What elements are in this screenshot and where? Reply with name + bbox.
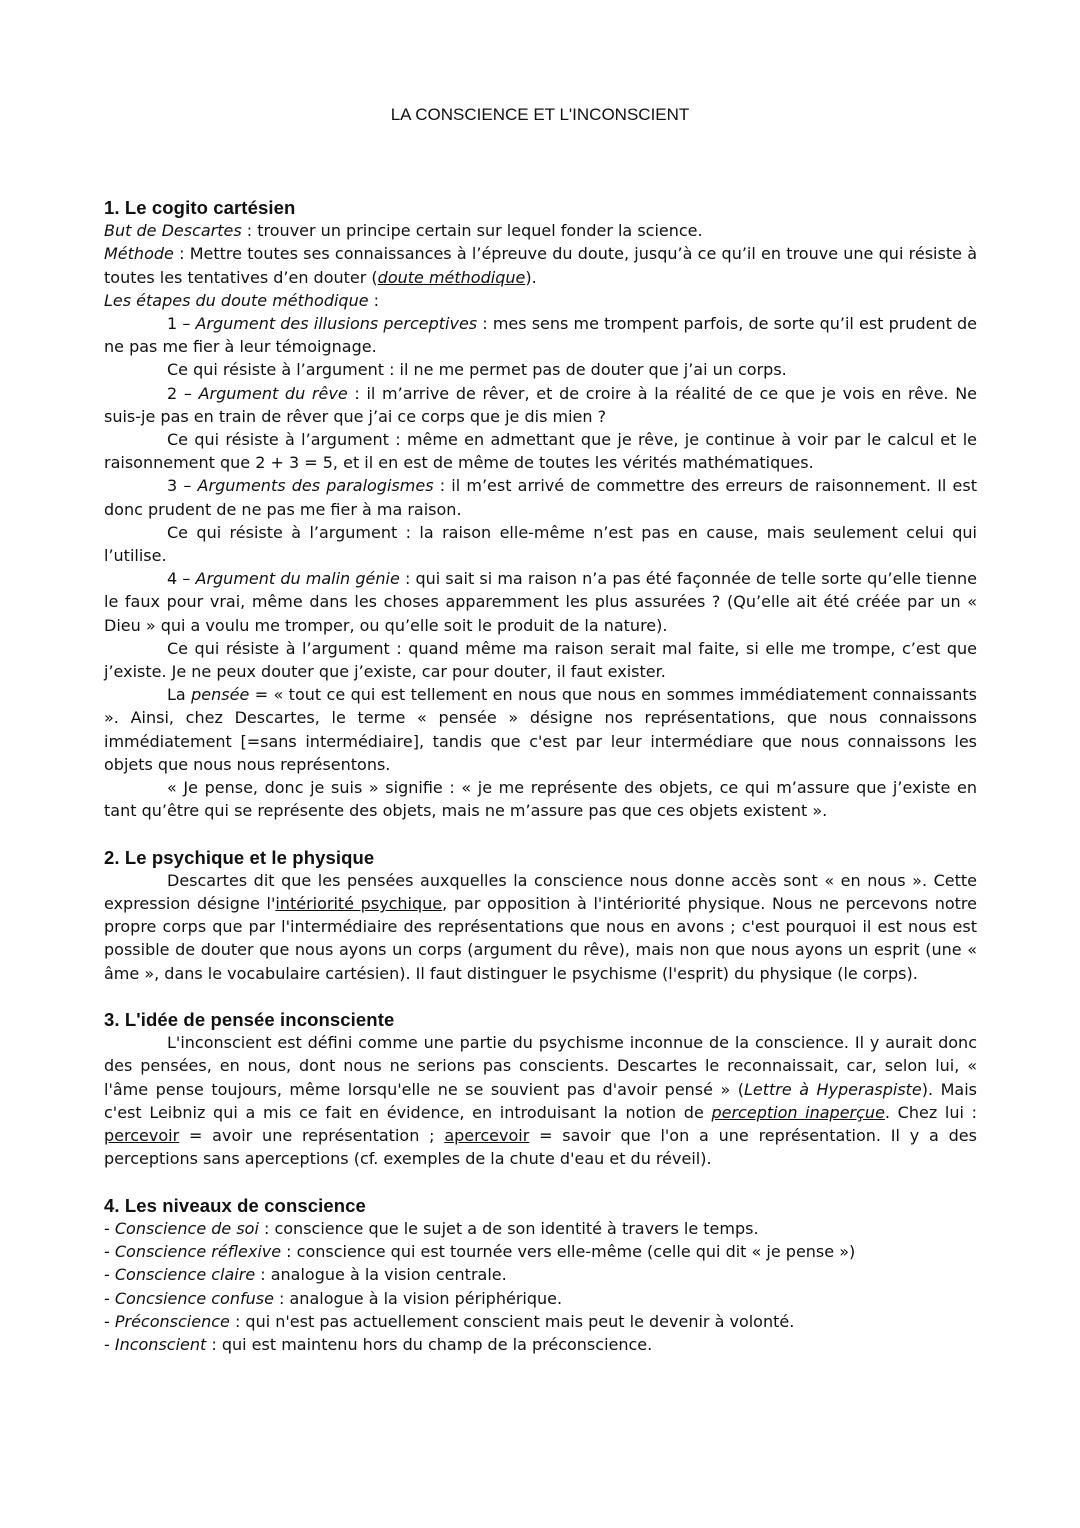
- section-gap: [104, 822, 977, 845]
- argument-3-text: : il m’est arrivé de commettre des erreurs de raisonnement. Il est donc prudent de ne pas me fier à ma raison.: [104, 476, 977, 519]
- section-1-heading: 1. Le cogito cartésien: [104, 197, 296, 218]
- methode-label: Méthode: [104, 244, 174, 264]
- etapes-colon: :: [368, 290, 380, 310]
- inconscient-text-1: L'inconscient est défini comme une partie du psychisme inconnue de la conscience. Il y aurait donc des pensées, en nous, dont nous ne serions pas conscients. Descartes le reconnaissait, car, selon lui, « l'âme pense toujours, même lorsqu'elle ne se souvient pas d'avoir pensé » (: [104, 1033, 977, 1099]
- resistance-2: Ce qui résiste à l’argument : même en admettant que je rêve, je continue à voir par le calcul et le raisonnement que 2 + 3 = 5, et il en est de même de toutes les vérités mathématiques.: [104, 430, 977, 473]
- but-paragraph: [104, 219, 977, 242]
- pensee-label: pensée: [191, 685, 250, 705]
- list-item: [104, 1217, 977, 1240]
- argument-1-number: 1 –: [167, 314, 196, 334]
- perception-inapercue-term: perception inaperçue: [711, 1102, 885, 1122]
- argument-2-number: 2 –: [167, 383, 199, 403]
- lettre-reference: Lettre à Hyperaspiste: [744, 1079, 922, 1099]
- argument-1: [104, 312, 977, 358]
- document-body: [104, 196, 977, 1356]
- methode-text: : Mettre toutes ses connaissances à l’épreuve du doute, jusqu’à ce qu’il en trouve une qui résiste à toutes les tentatives d’en douter (: [104, 244, 977, 287]
- psychique-paragraph: [104, 869, 977, 985]
- list-dash: -: [104, 1311, 115, 1331]
- etapes-label: Les étapes du doute méthodique: [104, 290, 369, 310]
- argument-2-text: : il m’arrive de rêver, et de croire à la réalité de ce que je vois en rêve. Ne suis-je pas en train de rêver que j’ai ce corps que je dis mien ?: [104, 383, 978, 426]
- list-item: [104, 1287, 977, 1310]
- but-label: But de Descartes: [104, 221, 242, 241]
- list-item-label: Conscience réflexive: [114, 1242, 282, 1262]
- list-dash: -: [104, 1242, 115, 1262]
- argument-2-label: Argument du rêve: [198, 383, 348, 403]
- list-item: [104, 1333, 977, 1356]
- but-text: : trouver un principe certain sur lequel fonder la science.: [241, 221, 703, 241]
- section-gap: [104, 985, 977, 1008]
- list-item-label: Conscience de soi: [114, 1218, 259, 1238]
- argument-4-number: 4 –: [167, 569, 196, 589]
- list-item-text: : analogue à la vision centrale.: [255, 1265, 507, 1285]
- psychique-text-end: , par opposition à l'intériorité physique. Nous ne percevons notre propre corps que par l'intermédiaire des représentations que nous en avons ; c'est pourquoi il est nous est possible de douter que nous ayons un corps (argument du rêve), mais non que nous ayons un esprit (une « âme », dans le vocabulaire cartésien). Il faut distinguer le psychisme (l'esprit) du physique (le corps).: [104, 894, 977, 983]
- argument-4-label: Argument du malin génie: [195, 569, 400, 589]
- argument-1-label: Argument des illusions perceptives: [195, 314, 478, 334]
- list-dash: -: [104, 1218, 115, 1238]
- list-item: [104, 1240, 977, 1263]
- apercevoir-term: apercevoir: [444, 1126, 530, 1146]
- pensee-text: = « tout ce qui est tellement en nous que nous en sommes immédiatement connaissants ». Ainsi, chez Descartes, le terme « pensée » désigne nos représentations, que nous connaissons immédiatement [=sans intermédiaire], tandis que c'est par leur intermédiare que nous connaissons les objets que nous nous représentons.: [104, 685, 978, 774]
- niveaux-list: [104, 1217, 977, 1356]
- percevoir-term: percevoir: [104, 1126, 180, 1146]
- inconscient-text-5: = savoir que l'on a une représentation. Il y a des perceptions sans aperceptions (cf. exemples de la chute d'eau et du réveil).: [104, 1126, 977, 1169]
- psychique-text-start: Descartes dit que les pensées auxquelles la conscience nous donne accès sont « en nous ». Cette expression désigne l': [104, 870, 977, 914]
- list-dash: -: [104, 1334, 115, 1354]
- inconscient-paragraph: [104, 1031, 977, 1170]
- list-item-label: Préconscience: [114, 1311, 230, 1331]
- list-item-label: Concsience confuse: [114, 1288, 274, 1308]
- argument-4: [104, 567, 977, 637]
- resistance-3: Ce qui résiste à l’argument : la raison elle-même n’est pas en cause, mais seulement celui qui l’utilise.: [104, 522, 977, 566]
- resistance-1: Ce qui résiste à l’argument : il ne me permet pas de douter que j’ai un corps.: [167, 360, 787, 380]
- argument-3-label: Arguments des paralogismes: [197, 476, 434, 496]
- list-item: [104, 1310, 977, 1333]
- list-item-text: : conscience qui est tournée vers elle-même (celle qui dit « je pense »): [281, 1242, 856, 1262]
- inconscient-text-4: = avoir une représentation ;: [179, 1126, 445, 1146]
- argument-4-text: : qui sait si ma raison n’a pas été façonnée de telle sorte qu’elle tienne le faux pour vrai, même dans les choses apparemment les plus assurées ? (Qu’elle ait été créée par un « Dieu » qui a voulu me tromper, ou qu’elle soit le produit de la nature).: [104, 569, 977, 635]
- list-item-label: Conscience claire: [114, 1265, 256, 1285]
- doute-methodique-term: doute méthodique: [377, 267, 526, 287]
- list-item-text: : analogue à la vision périphérique.: [273, 1288, 563, 1308]
- section-2-heading: 2. Le psychique et le physique: [104, 846, 375, 868]
- list-item-label: Inconscient: [114, 1334, 207, 1354]
- pensee-pre: La: [167, 685, 192, 705]
- methode-paragraph: [104, 242, 977, 288]
- document-title: LA CONSCIENCE ET L'INCONSCIENT: [390, 105, 690, 124]
- list-item: [104, 1263, 977, 1286]
- methode-end: ).: [525, 267, 537, 287]
- inconscient-text-3: . Chez lui :: [884, 1102, 978, 1122]
- list-item-text: : qui n'est pas actuellement conscient mais peut le devenir à volonté.: [229, 1311, 795, 1331]
- argument-3: [104, 474, 977, 520]
- list-dash: -: [104, 1288, 115, 1308]
- list-item-text: : conscience que le sujet a de son identité à travers le temps.: [258, 1218, 759, 1238]
- list-item-text: : qui est maintenu hors du champ de la préconscience.: [206, 1334, 653, 1354]
- argument-2: [104, 382, 977, 428]
- list-dash: -: [104, 1265, 115, 1285]
- resistance-4: Ce qui résiste à l’argument : quand même ma raison serait mal faite, si elle me trompe, c’est que j’existe. Je ne peux douter que j’existe, car pour douter, il faut exister.: [104, 638, 977, 682]
- etapes-paragraph: [104, 289, 977, 312]
- section-3-heading: 3. L'idée de pensée inconsciente: [104, 1009, 395, 1031]
- interiorite-psychique-term: intériorité psychique: [275, 894, 443, 914]
- section-gap: [104, 1171, 977, 1194]
- cogito-paragraph: « Je pense, donc je suis » signifie : « je me représente des objets, ce qui m’assure que j’existe en tant qu’être qui se représente des objets, mais ne m’assure pas que ces objets existent ».: [104, 778, 977, 821]
- section-4-heading: 4. Les niveaux de conscience: [104, 1194, 366, 1216]
- argument-3-number: 3 –: [167, 476, 198, 496]
- pensee-paragraph: [104, 683, 977, 776]
- inconscient-text-2: ). Mais c'est Leibniz qui a mis ce fait en évidence, en introduisant la notion de: [104, 1079, 977, 1122]
- argument-1-text: : mes sens me trompent parfois, de sorte qu’il est prudent de ne pas me fier à leur témoignage.: [104, 314, 978, 357]
